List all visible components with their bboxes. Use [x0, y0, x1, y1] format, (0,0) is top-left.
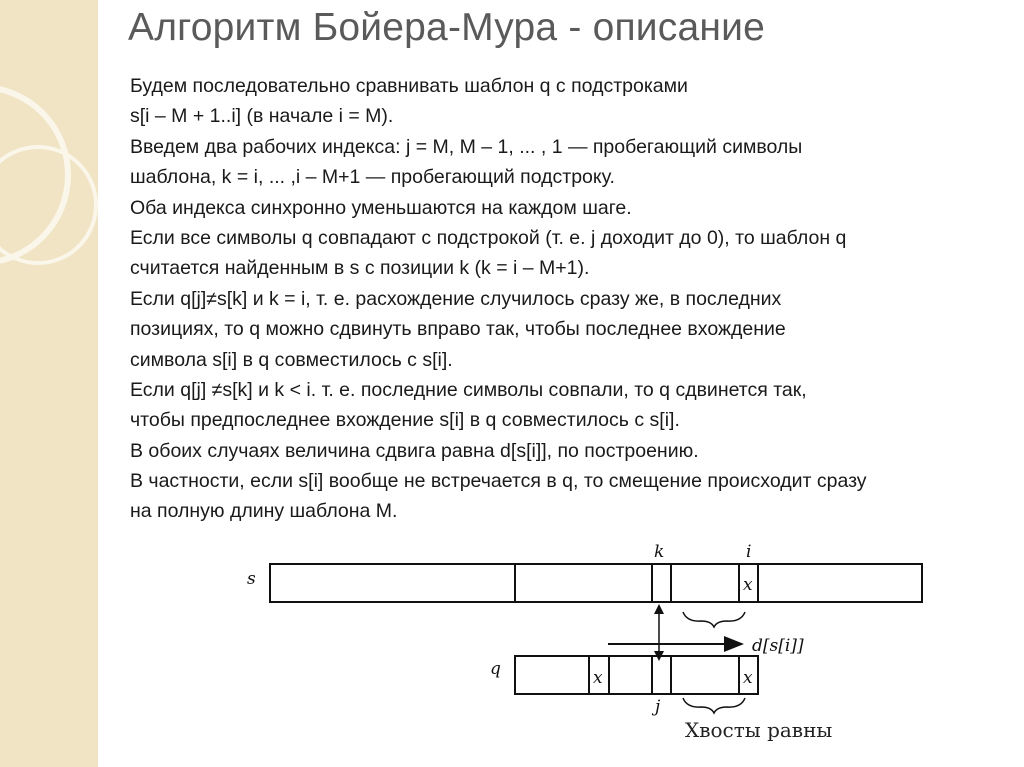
- text-line: позициях, то q можно сдвинуть вправо так, чтобы последнее вхождение: [130, 318, 786, 341]
- q-tail-brace: [683, 698, 745, 713]
- text-line: Введем два рабочих индекса: j = M, M – 1, ... , 1 — пробегающий символы: [130, 135, 803, 158]
- text-line: Если q[j] ≠s[k] и k < i. т. е. последние символы совпали, то q сдвинется так,: [130, 378, 807, 401]
- tails-equal-caption: Хвосты равны: [685, 718, 833, 742]
- s-tail-brace: [683, 612, 745, 627]
- text-line: s[i – M + 1..i] (в начале i = M).: [130, 105, 394, 128]
- text-line: Если все символы q совпадают с подстрокой (т. е. j доходит до 0), то шаблон q: [130, 226, 847, 249]
- q-cell-x: x: [743, 668, 753, 688]
- shift-label: d[s[i]]: [752, 636, 804, 656]
- text-line: чтобы предпоследнее вхождение s[i] в q совместилось с s[i].: [130, 409, 680, 432]
- text-line: шаблона, k = i, ... ,i – M+1 — пробегающий подстроку.: [130, 166, 615, 189]
- q-cell-x: x: [593, 668, 603, 688]
- s-cell-x: x: [743, 575, 753, 595]
- text-line: на полную длину шаблона M.: [130, 500, 398, 523]
- label-i: i: [746, 542, 752, 562]
- text-line: Оба индекса синхронно уменьшаются на каждом шаге.: [130, 196, 632, 219]
- text-line: символа s[i] в q совместилось с s[i].: [130, 348, 453, 371]
- label-s: s: [247, 569, 256, 589]
- slide-title: Алгоритм Бойера-Мура - описание: [128, 6, 765, 49]
- label-k: k: [654, 542, 665, 562]
- arrow-up: [654, 604, 664, 614]
- label-j: j: [655, 697, 661, 717]
- label-q: q: [490, 659, 501, 679]
- text-line: В частности, если s[i] вообще не встречается в q, то смещение происходит сразу: [130, 470, 867, 493]
- text-line: считается найденным в s с позиции k (k = i – M+1).: [130, 257, 590, 280]
- pattern-q-box: [515, 656, 758, 694]
- text-line: Если q[j]≠s[k] и k = i, т. е. расхождение случилось сразу же, в последних: [130, 287, 782, 310]
- string-s-box: [270, 564, 922, 602]
- text-line: Будем последовательно сравнивать шаблон q с подстроками: [130, 75, 688, 97]
- text-line: В обоих случаях величина сдвига равна d[s[i]], по построению.: [130, 439, 699, 462]
